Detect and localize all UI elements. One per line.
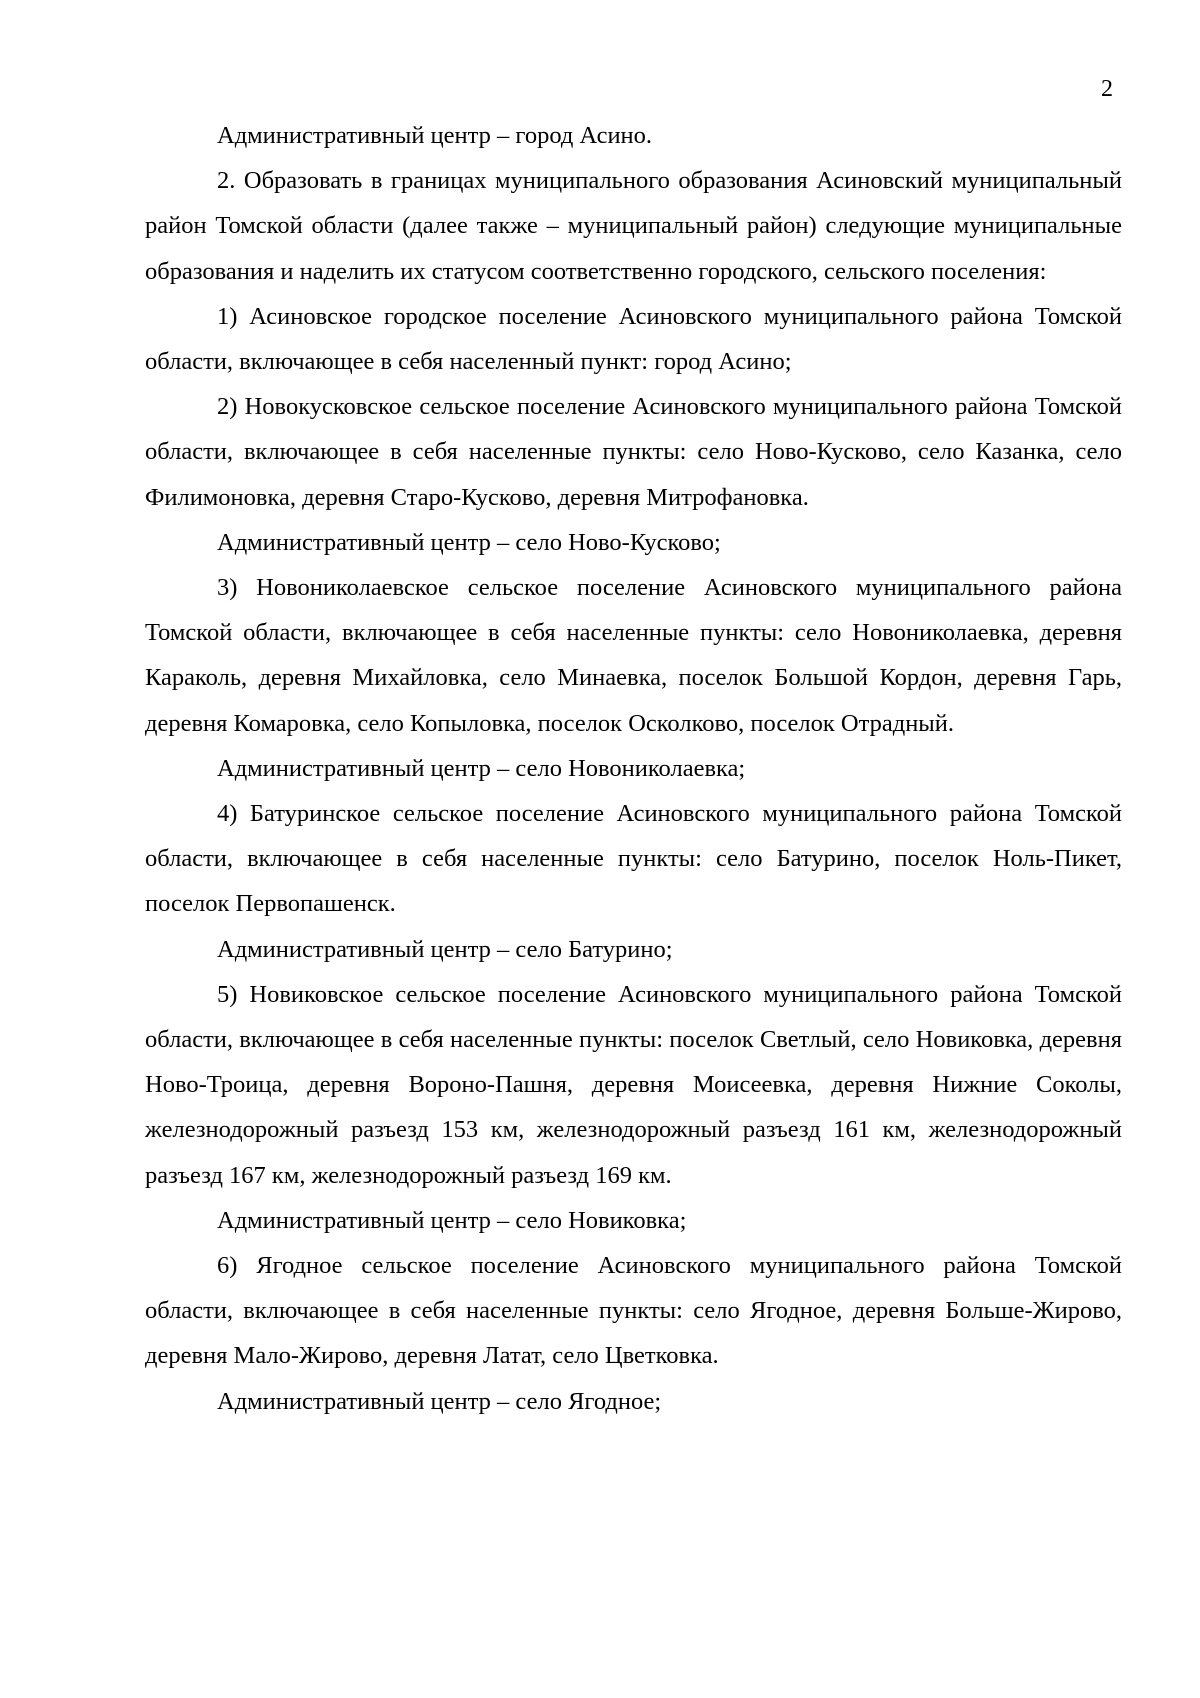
paragraph-settlement-4: 4) Батуринское сельское поселение Асиновского муниципального района Томской области, включающее в себя населенные пункты: село Батурино, поселок Ноль-Пикет, поселок Первопашенск. <box>145 800 1122 918</box>
document-body <box>145 113 1122 1424</box>
paragraph-admin-center-5: Административный центр – село Новиковка; <box>217 1206 687 1234</box>
paragraph-admin-center-asino: Административный центр – город Асино. <box>217 122 653 149</box>
paragraph-settlement-2: 2) Новокусковское сельское поселение Асиновского муниципального района Томской области, включающее в себя населенные пункты: село Ново-Кусково, село Казанка, село Филимоновка, деревня Старо-Кусково, деревня Митрофановка. <box>145 393 1122 511</box>
paragraph-settlement-3: 3) Новониколаевское сельское поселение Асиновского муниципального района Томской области, включающее в себя населенные пункты: село Новониколаевка, деревня Караколь, деревня Михайловка, село Минаевка, поселок Большой Кордон, деревня Гарь, деревня Комаровка, село Копыловка, поселок Осколково, поселок Отрадный. <box>145 574 1122 737</box>
paragraph-admin-center-6: Административный центр – село Ягодное; <box>217 1387 662 1415</box>
page-number: 2 <box>1101 76 1113 102</box>
paragraph-item-2-intro: 2. Образовать в границах муниципального образования Асиновский муниципальный район Томской области (далее также – муниципальный район) следующие муниципальные образования и наделить их статусом соответственно городского, сельского поселения: <box>145 167 1122 285</box>
paragraph-admin-center-4: Административный центр – село Батурино; <box>217 935 673 963</box>
paragraph-settlement-6: 6) Ягодное сельское поселение Асиновского муниципального района Томской области, включающее в себя населенные пункты: село Ягодное, деревня Больше-Жирово, деревня Мало-Жирово, деревня Латат, село Цветковка. <box>145 1252 1122 1370</box>
paragraph-admin-center-3: Административный центр – село Новониколаевка; <box>217 754 746 782</box>
paragraph-settlement-1: 1) Асиновское городское поселение Асиновского муниципального района Томской области, включающее в себя населенный пункт: город Асино; <box>145 302 1122 376</box>
paragraph-settlement-5: 5) Новиковское сельское поселение Асиновского муниципального района Томской области, включающее в себя населенные пункты: поселок Светлый, село Новиковка, деревня Ново-Троица, деревня Вороно-Пашня, деревня Моисеевка, деревня Нижние Соколы, железнодорожный разъезд 153 км, железнодорожный разъезд 161 км, железнодорожный разъезд 167 км, железнодорожный разъезд 169 км. <box>145 980 1122 1189</box>
paragraph-admin-center-2: Административный центр – село Ново-Кусково; <box>217 528 721 556</box>
